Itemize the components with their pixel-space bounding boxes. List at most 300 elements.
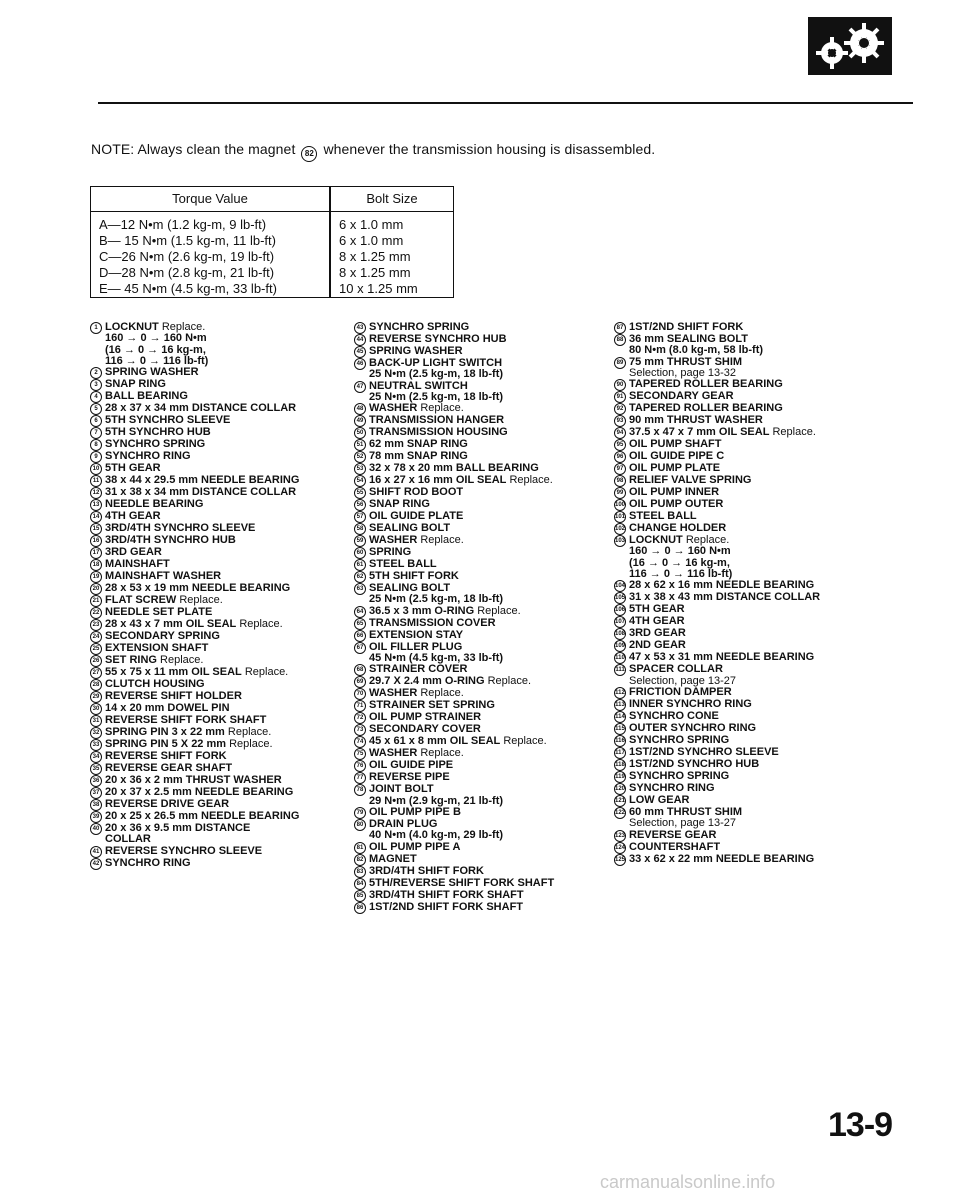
item-text <box>105 379 166 390</box>
part-spec-line: 80 N•m (8.0 kg-m, 58 lb-ft) <box>629 344 764 357</box>
part-name: INNER SYNCHRO RING <box>629 697 752 710</box>
item-number-badge: 12 <box>90 487 102 499</box>
part-name: OIL PUMP PIPE A <box>369 840 461 853</box>
item-number-badge: 62 <box>354 571 366 583</box>
part-spec-line: 25 N•m (2.5 kg-m, 18 lb-ft) <box>369 390 504 403</box>
item-text <box>629 604 685 615</box>
part-name: OIL PUMP OUTER <box>629 498 724 511</box>
item-main-line <box>105 703 230 714</box>
item-main-line <box>105 858 191 869</box>
part-name: TAPERED ROLLER BEARING <box>629 378 783 391</box>
item-text <box>105 655 203 666</box>
item-main-line <box>629 830 716 841</box>
item-text <box>629 334 763 357</box>
gearbox-icon <box>808 17 892 75</box>
item-number-badge: 59 <box>354 535 366 547</box>
item-number-badge: 67 <box>354 642 366 654</box>
item-text <box>105 607 212 618</box>
item-text <box>629 357 742 380</box>
item-number-badge: 16 <box>90 535 102 547</box>
item-number-badge: 63 <box>354 583 366 595</box>
item-text <box>369 583 503 606</box>
item-text <box>629 580 814 591</box>
item-number-badge: 38 <box>90 799 102 811</box>
item-main-line <box>369 712 481 723</box>
list-item <box>614 334 914 357</box>
item-main-line <box>629 463 720 474</box>
part-note: Replace. <box>772 426 816 439</box>
item-text <box>105 583 290 594</box>
item-number-badge: 86 <box>354 902 366 914</box>
item-number-badge: 99 <box>614 487 626 499</box>
part-name: 3RD/4TH SHIFT FORK SHAFT <box>369 888 524 901</box>
item-number-badge: 45 <box>354 346 366 358</box>
item-text <box>105 619 283 630</box>
part-name: REVERSE SYNCHRO SLEEVE <box>105 844 263 857</box>
item-main-line <box>369 772 450 783</box>
part-name: 33 x 62 x 22 mm NEEDLE BEARING <box>629 852 815 865</box>
part-spec-line: COLLAR <box>105 833 151 846</box>
part-name: 28 x 62 x 16 mm NEEDLE BEARING <box>629 579 815 592</box>
part-name: 20 x 37 x 2.5 mm NEEDLE BEARING <box>105 786 294 799</box>
list-item <box>614 357 914 380</box>
part-name: 5TH GEAR <box>629 603 685 616</box>
list-item <box>614 854 914 866</box>
item-main-line <box>105 643 208 654</box>
item-text <box>369 334 507 345</box>
part-name: BACK-UP LIGHT SWITCH <box>369 357 503 369</box>
item-number-badge: 18 <box>90 559 102 571</box>
part-spec-line: 45 N•m (4.5 kg-m, 33 lb-ft) <box>369 652 504 665</box>
part-name: 31 x 38 x 34 mm DISTANCE COLLAR <box>105 486 297 499</box>
part-name: FLAT SCREW <box>105 594 177 607</box>
item-text <box>369 724 481 735</box>
item-main-line <box>369 842 461 853</box>
part-note: Replace. <box>509 474 553 487</box>
item-text <box>105 367 199 378</box>
table-row <box>91 249 453 265</box>
list-item <box>354 583 604 606</box>
item-text <box>629 487 719 498</box>
item-main-line <box>369 784 503 795</box>
item-number-badge: 11 <box>90 475 102 487</box>
item-text <box>105 463 161 474</box>
part-note: Replace. <box>160 654 204 667</box>
item-text <box>369 842 461 853</box>
part-name: SPACER COLLAR <box>629 663 723 676</box>
item-number-badge: 77 <box>354 772 366 784</box>
item-number-badge: 117 <box>614 747 626 759</box>
item-text <box>105 322 208 367</box>
part-name: 31 x 38 x 43 mm DISTANCE COLLAR <box>629 591 821 604</box>
item-text <box>369 606 521 617</box>
item-text <box>105 559 170 570</box>
item-main-line <box>369 511 463 522</box>
part-spec-line: 116 → 0 → 116 lb-ft) <box>629 568 733 581</box>
item-number-badge: 119 <box>614 771 626 783</box>
item-main-line <box>629 759 759 770</box>
item-text <box>629 535 732 580</box>
part-note: Replace. <box>477 604 521 617</box>
item-number-badge: 25 <box>90 643 102 655</box>
item-text <box>369 571 459 582</box>
item-text <box>105 475 299 486</box>
item-text <box>629 735 729 746</box>
item-number-badge: 115 <box>614 723 626 735</box>
item-number-badge: 114 <box>614 711 626 723</box>
list-item <box>354 642 604 665</box>
part-name: LOCKNUT <box>629 534 683 547</box>
bolt-size-header: Bolt Size <box>366 191 418 206</box>
item-text <box>105 631 220 642</box>
part-name: OIL PUMP STRAINER <box>369 711 482 724</box>
item-main-line <box>629 427 816 438</box>
item-number-badge: 53 <box>354 463 366 475</box>
item-number-badge: 91 <box>614 391 626 403</box>
item-text <box>105 679 205 690</box>
item-number-badge: 58 <box>354 523 366 535</box>
item-text <box>369 451 468 462</box>
item-number-badge: 81 <box>354 842 366 854</box>
part-note: Replace. <box>239 618 283 631</box>
item-number-badge: 70 <box>354 688 366 700</box>
item-number-badge: 104 <box>614 580 626 592</box>
part-spec-line: 25 N•m (2.5 kg-m, 18 lb-ft) <box>369 593 504 606</box>
item-main-line <box>629 699 752 710</box>
item-number-badge: 13 <box>90 499 102 511</box>
item-number-badge: 108 <box>614 628 626 640</box>
part-name: 3RD/4TH SYNCHRO SLEEVE <box>105 522 256 535</box>
part-name: LOCKNUT <box>105 321 159 333</box>
item-number-badge: 46 <box>354 358 366 370</box>
item-number-badge: 111 <box>614 664 626 676</box>
item-number-badge: 37 <box>90 787 102 799</box>
item-text <box>369 712 481 723</box>
item-text <box>369 322 469 333</box>
item-text <box>105 751 227 762</box>
item-main-line <box>629 854 814 865</box>
item-main-line <box>105 571 221 582</box>
item-main-line <box>369 451 468 462</box>
item-text <box>369 902 523 913</box>
item-main-line <box>629 322 743 333</box>
item-text <box>369 618 496 629</box>
part-spec-line: 25 N•m (2.5 kg-m, 18 lb-ft) <box>369 368 504 381</box>
item-main-line <box>629 403 783 414</box>
item-main-line <box>105 439 205 450</box>
part-name: SEALING BOLT <box>369 522 451 535</box>
part-spec-line: (16 → 0 → 16 kg-m, <box>105 343 206 356</box>
part-name: 16 x 27 x 16 mm OIL SEAL <box>369 474 507 487</box>
item-text <box>105 451 191 462</box>
item-main-line <box>629 592 820 603</box>
item-number-badge: 64 <box>354 606 366 618</box>
item-text <box>629 664 736 687</box>
item-main-line <box>105 559 170 570</box>
item-main-line <box>105 595 223 606</box>
item-number-badge: 93 <box>614 415 626 427</box>
item-number-badge: 36 <box>90 775 102 787</box>
item-main-line <box>629 439 722 450</box>
part-name: 1ST/2ND SYNCHRO HUB <box>629 757 760 770</box>
item-main-line <box>369 878 554 889</box>
item-text <box>369 772 450 783</box>
item-text <box>629 699 752 710</box>
part-spec-line: 29 N•m (2.9 kg-m, 21 lb-ft) <box>369 794 504 807</box>
item-main-line <box>105 667 288 678</box>
part-name: 4TH GEAR <box>629 615 685 628</box>
item-main-line <box>105 751 227 762</box>
item-main-line <box>105 715 266 726</box>
part-name: SECONDARY GEAR <box>629 390 734 403</box>
item-number-badge: 109 <box>614 640 626 652</box>
item-number-badge: 39 <box>90 811 102 823</box>
item-main-line <box>105 523 255 534</box>
item-number-badge: 44 <box>354 334 366 346</box>
torque-table-header <box>91 187 453 212</box>
bolt-size: 10 x 1.25 mm <box>339 281 418 296</box>
part-name: NEEDLE SET PLATE <box>105 606 213 619</box>
item-text <box>105 595 223 606</box>
item-text <box>629 795 690 806</box>
list-item <box>354 358 604 381</box>
item-main-line <box>105 499 203 510</box>
item-number-badge: 107 <box>614 616 626 628</box>
item-number-badge: 33 <box>90 739 102 751</box>
table-row <box>91 281 453 297</box>
item-text <box>369 439 468 450</box>
item-text <box>105 763 232 774</box>
item-number-badge: 79 <box>354 807 366 819</box>
item-number-badge: 28 <box>90 679 102 691</box>
item-number-badge: 74 <box>354 736 366 748</box>
item-main-line <box>369 499 430 510</box>
item-main-line <box>629 604 685 615</box>
item-text <box>105 643 208 654</box>
part-name: 75 mm THRUST SHIM <box>629 355 743 368</box>
item-main-line <box>105 511 161 522</box>
part-name: 28 x 37 x 34 mm DISTANCE COLLAR <box>105 402 297 415</box>
item-number-badge: 49 <box>354 415 366 427</box>
part-name: SPRING WASHER <box>105 366 199 379</box>
part-name: 1ST/2ND SHIFT FORK <box>629 321 744 333</box>
part-name: TRANSMISSION HANGER <box>369 414 505 427</box>
part-note: Replace. <box>227 726 272 739</box>
item-number-badge: 89 <box>614 357 626 369</box>
part-name: SNAP RING <box>369 498 430 511</box>
part-note: Replace. <box>487 675 532 688</box>
item-text <box>629 854 814 865</box>
part-name: 5TH SYNCHRO SLEEVE <box>105 414 231 427</box>
item-main-line <box>629 391 734 402</box>
header-rule <box>98 102 913 104</box>
item-main-line <box>105 487 296 498</box>
item-text <box>629 451 724 462</box>
item-text <box>369 523 450 534</box>
part-name: REVERSE GEAR SHAFT <box>105 762 233 775</box>
item-main-line <box>105 727 271 738</box>
part-name: 3RD/4TH SHIFT FORK <box>369 864 484 877</box>
item-text <box>629 511 697 522</box>
item-text <box>629 628 686 639</box>
item-main-line <box>629 451 724 462</box>
item-text <box>105 823 250 846</box>
part-name: OIL PUMP INNER <box>629 486 720 499</box>
item-main-line <box>369 890 524 901</box>
item-number-badge: 124 <box>614 842 626 854</box>
part-note: Replace. <box>420 402 464 415</box>
part-name: WASHER <box>369 687 418 700</box>
part-name: WASHER <box>369 747 418 760</box>
parts-list-column-1 <box>90 322 340 870</box>
item-text <box>105 715 266 726</box>
item-main-line <box>105 583 290 594</box>
part-name: WASHER <box>369 402 418 415</box>
list-item <box>90 858 340 870</box>
item-main-line <box>369 854 417 865</box>
item-text <box>369 688 464 699</box>
item-number-badge: 105 <box>614 592 626 604</box>
item-number-badge: 27 <box>90 667 102 679</box>
part-name: SECONDARY SPRING <box>105 630 220 643</box>
item-main-line <box>369 427 508 438</box>
item-main-line <box>105 655 203 666</box>
item-number-badge: 10 <box>90 463 102 475</box>
part-name: REVERSE SHIFT FORK <box>105 750 227 763</box>
torque-value: D—28 N•m (2.8 kg-m, 21 lb-ft) <box>99 265 275 280</box>
part-name: 20 x 36 x 9.5 mm DISTANCE <box>105 822 251 835</box>
part-name: CLUTCH HOUSING <box>105 678 205 691</box>
part-name: REVERSE GEAR <box>629 828 717 841</box>
item-number-badge: 1 <box>90 322 102 334</box>
item-number-badge: 88 <box>614 334 626 346</box>
part-name: SET RING <box>105 654 157 667</box>
item-text <box>105 799 229 810</box>
part-name: 45 x 61 x 8 mm OIL SEAL <box>369 735 501 748</box>
part-spec-line: 40 N•m (4.0 kg-m, 29 lb-ft) <box>369 829 504 842</box>
item-main-line <box>369 322 469 333</box>
parts-list-column-3 <box>614 322 914 866</box>
item-main-line <box>105 451 191 462</box>
part-name: SYNCHRO SPRING <box>105 438 206 451</box>
part-name: OIL GUIDE PIPE <box>369 759 454 772</box>
item-number-badge: 26 <box>90 655 102 667</box>
part-note: Replace. <box>420 534 464 547</box>
item-text <box>629 379 783 390</box>
part-spec-line: 160 → 0 → 160 N•m <box>629 545 731 558</box>
item-text <box>105 499 203 510</box>
item-number-badge: 14 <box>90 511 102 523</box>
item-text <box>369 499 430 510</box>
item-main-line <box>629 783 715 794</box>
item-text <box>369 547 411 558</box>
item-number-badge: 95 <box>614 439 626 451</box>
item-main-line <box>629 628 686 639</box>
item-main-line <box>105 811 299 822</box>
part-name: 3RD/4TH SYNCHRO HUB <box>105 534 236 547</box>
item-main-line <box>629 379 783 390</box>
part-spec-line: 160 → 0 → 160 N•m <box>105 332 207 345</box>
item-number-badge: 73 <box>354 724 366 736</box>
item-main-line <box>369 630 463 641</box>
item-main-line <box>629 771 729 782</box>
part-name: TAPERED ROLLER BEARING <box>629 402 783 415</box>
note-text-before: NOTE: Always clean the magnet <box>91 141 296 157</box>
item-number-badge: 83 <box>354 866 366 878</box>
list-item <box>90 322 340 367</box>
item-text <box>105 787 293 798</box>
item-main-line <box>369 523 450 534</box>
part-name: JOINT BOLT <box>369 783 434 796</box>
item-main-line <box>105 547 162 558</box>
item-main-line <box>369 547 411 558</box>
item-main-line <box>629 475 751 486</box>
item-main-line <box>369 664 467 675</box>
item-number-badge: 41 <box>90 846 102 858</box>
item-text <box>369 748 464 759</box>
item-main-line <box>369 439 468 450</box>
page-number: 13-9 <box>828 1106 893 1144</box>
item-text <box>105 487 296 498</box>
part-name: 78 mm SNAP RING <box>369 450 468 463</box>
part-name: MAINSHAFT WASHER <box>105 570 222 583</box>
item-text <box>629 475 751 486</box>
item-text <box>369 559 437 570</box>
part-name: OIL FILLER PLUG <box>369 640 463 653</box>
item-number-badge: 72 <box>354 712 366 724</box>
part-note: Replace. <box>229 738 273 751</box>
part-name: 47 x 53 x 31 mm NEEDLE BEARING <box>629 651 815 664</box>
item-main-line <box>369 559 437 570</box>
item-number-badge: 87 <box>614 322 626 334</box>
part-name: SHIFT ROD BOOT <box>369 486 464 499</box>
item-text <box>369 535 464 546</box>
item-number-badge: 75 <box>354 748 366 760</box>
torque-table-rows <box>91 217 453 297</box>
part-name: 4TH GEAR <box>105 510 161 523</box>
item-text <box>629 391 734 402</box>
part-name: DRAIN PLUG <box>369 817 438 830</box>
item-number-badge: 65 <box>354 618 366 630</box>
item-text <box>369 487 463 498</box>
item-number-badge: 80 <box>354 819 366 831</box>
item-number-badge: 20 <box>90 583 102 595</box>
item-number-badge: 22 <box>90 607 102 619</box>
item-number-badge: 17 <box>90 547 102 559</box>
item-main-line <box>629 747 779 758</box>
item-main-line <box>105 799 229 810</box>
item-main-line <box>369 463 539 474</box>
part-name: EXTENSION SHAFT <box>105 642 209 655</box>
part-name: 60 mm THRUST SHIM <box>629 805 743 818</box>
item-number-badge: 101 <box>614 511 626 523</box>
item-number-badge: 52 <box>354 451 366 463</box>
part-name: SYNCHRO CONE <box>629 709 719 722</box>
part-name: 1ST/2ND SHIFT FORK SHAFT <box>369 900 524 913</box>
part-name: OIL GUIDE PIPE C <box>629 450 725 463</box>
part-spec-line: Selection, page 13-27 <box>629 674 737 687</box>
item-number-badge: 40 <box>90 823 102 835</box>
item-text <box>629 592 820 603</box>
part-name: SPRING <box>369 546 412 559</box>
list-item <box>354 381 604 404</box>
item-number-badge: 113 <box>614 699 626 711</box>
item-text <box>629 711 719 722</box>
part-name: 1ST/2ND SYNCHRO SLEEVE <box>629 745 779 758</box>
item-main-line <box>105 391 188 402</box>
item-number-badge: 8 <box>90 439 102 451</box>
item-number-badge: 35 <box>90 763 102 775</box>
